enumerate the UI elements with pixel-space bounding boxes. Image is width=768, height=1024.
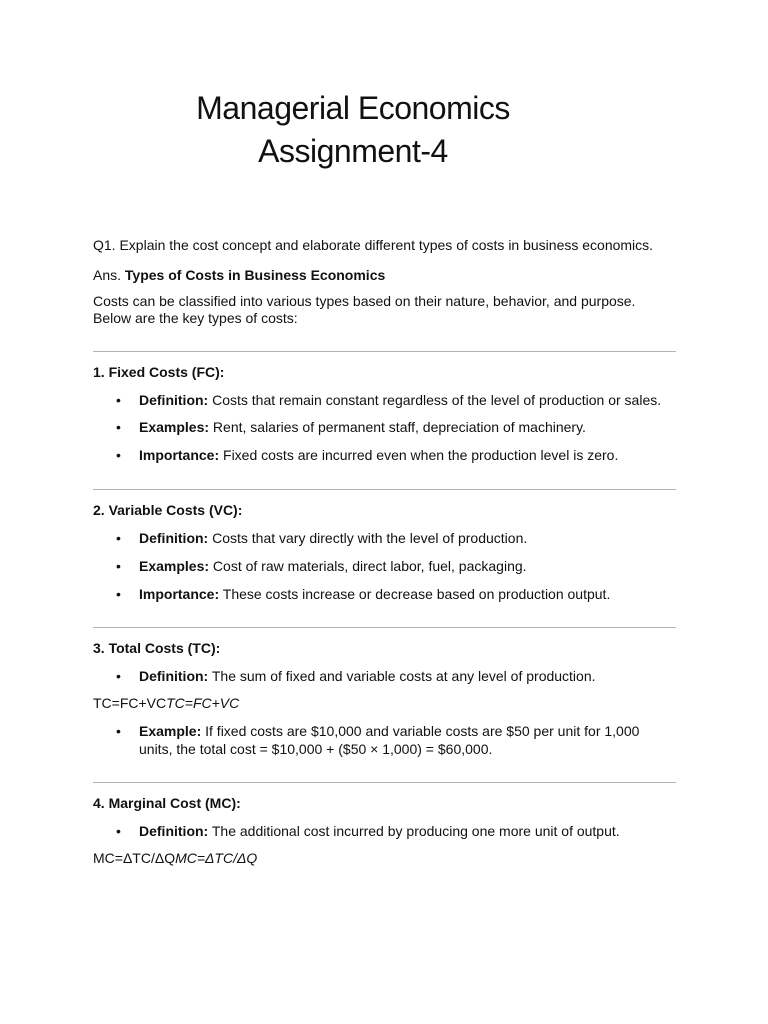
section-divider <box>93 489 676 490</box>
question-text: Q1. Explain the cost concept and elaborate different types of costs in business economics. <box>93 237 654 253</box>
item-text: These costs increase or decrease based on production output. <box>219 586 611 602</box>
bullet-icon: • <box>116 558 121 574</box>
item-label: Examples: <box>139 558 210 574</box>
list-item <box>93 822 676 840</box>
formula-total-cost <box>93 694 676 713</box>
document-body <box>93 235 676 868</box>
section-heading: 4. Marginal Cost (MC): <box>93 795 241 811</box>
section-total-costs <box>93 639 676 758</box>
bullet-icon: • <box>116 392 121 408</box>
item-text: The sum of fixed and variable costs at any level of production. <box>208 668 596 684</box>
list-item <box>93 722 676 758</box>
bullet-icon: • <box>116 723 121 739</box>
formula-italic: TC=FC+VC <box>166 695 240 711</box>
section-heading: 2. Variable Costs (VC): <box>93 502 243 518</box>
section-marginal-cost <box>93 794 676 868</box>
document-title: Managerial Economics <box>196 90 510 126</box>
section-variable-costs <box>93 501 676 603</box>
bullet-list <box>93 822 676 840</box>
section-heading: 3. Total Costs (TC): <box>93 640 221 656</box>
list-item <box>93 418 676 436</box>
formula-italic: MC=ΔTC/ΔQ <box>175 850 258 866</box>
item-label: Importance: <box>139 447 220 463</box>
item-text: If fixed costs are $10,000 and variable costs are $50 per unit for 1,000 units, the total cost = $10,000 + ($50 × 1,000) = $60,000. <box>139 723 640 757</box>
list-item <box>93 557 676 575</box>
bullet-list <box>93 667 676 685</box>
section-divider <box>93 782 676 783</box>
item-label: Definition: <box>139 530 209 546</box>
bullet-list <box>93 722 676 758</box>
bullet-icon: • <box>116 823 121 839</box>
list-item <box>93 585 676 603</box>
item-text: Costs that vary directly with the level of production. <box>208 530 528 546</box>
section-divider <box>93 627 676 628</box>
item-text: Cost of raw materials, direct labor, fuel, packaging. <box>209 558 527 574</box>
formula-plain: MC=ΔTC/ΔQ <box>93 850 176 866</box>
bullet-list <box>93 391 676 464</box>
item-label: Examples: <box>139 419 210 435</box>
item-label: Importance: <box>139 586 220 602</box>
answer-heading: Types of Costs in Business Economics <box>124 267 386 283</box>
bullet-icon: • <box>116 419 121 435</box>
intro-paragraph: Costs can be classified into various types based on their nature, behavior, and purpose. Below are the key types of costs: <box>93 293 636 326</box>
item-text: Fixed costs are incurred even when the production level is zero. <box>219 447 619 463</box>
item-label: Definition: <box>139 392 209 408</box>
formula-marginal-cost <box>93 849 676 868</box>
document-subtitle: Assignment-4 <box>258 133 448 169</box>
item-text: Costs that remain constant regardless of the level of production or sales. <box>208 392 662 408</box>
answer-line <box>93 266 676 285</box>
list-item <box>93 667 676 685</box>
bullet-icon: • <box>116 530 121 546</box>
item-text: Rent, salaries of permanent staff, depreciation of machinery. <box>209 419 586 435</box>
section-divider <box>93 351 676 352</box>
bullet-list <box>93 529 676 603</box>
bullet-icon: • <box>116 447 121 463</box>
bullet-icon: • <box>116 586 121 602</box>
list-item <box>93 529 676 547</box>
item-label: Definition: <box>139 823 209 839</box>
bullet-icon: • <box>116 668 121 684</box>
item-text: The additional cost incurred by producing one more unit of output. <box>208 823 620 839</box>
item-label: Definition: <box>139 668 209 684</box>
section-fixed-costs <box>93 363 676 464</box>
list-item <box>93 446 676 464</box>
section-heading: 1. Fixed Costs (FC): <box>93 364 225 380</box>
list-item <box>93 391 676 409</box>
item-label: Example: <box>139 723 202 739</box>
answer-prefix: Ans. <box>93 267 125 283</box>
formula-plain: TC=FC+VC <box>93 695 167 711</box>
